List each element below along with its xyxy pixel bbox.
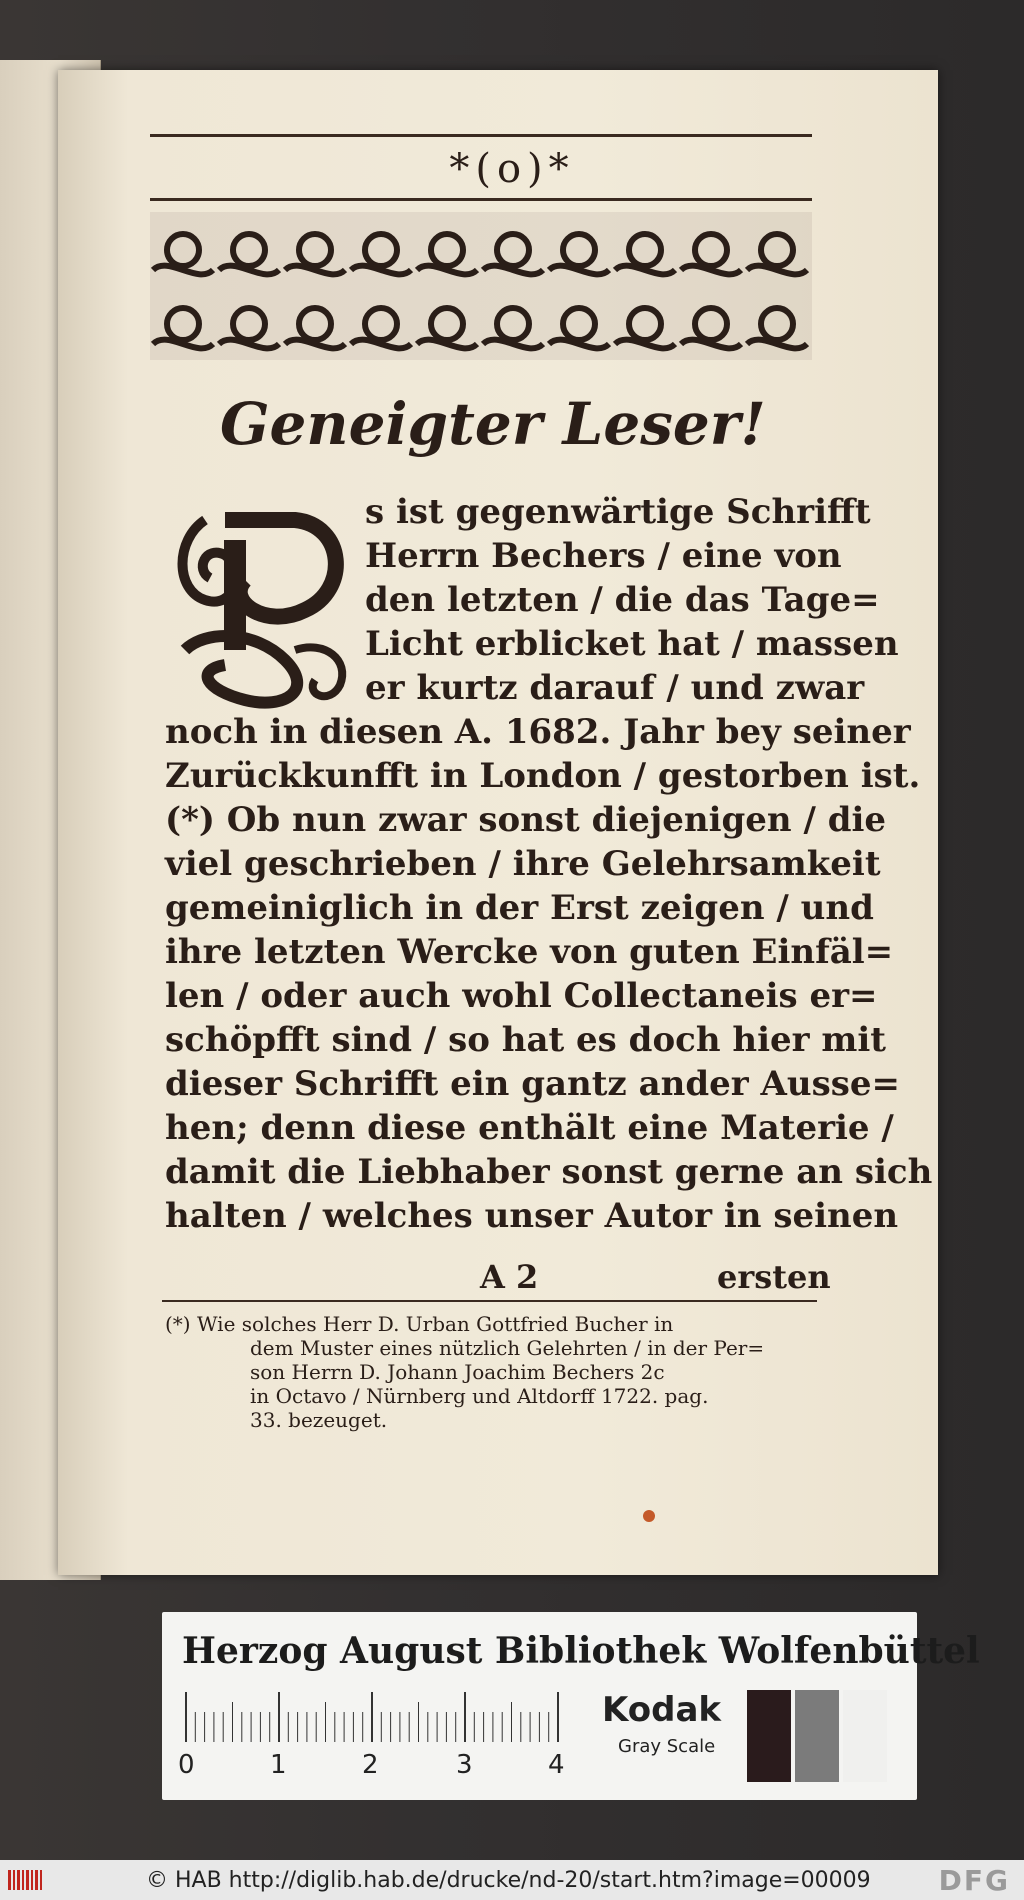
text-line: len / oder auch wohl Collectaneis er= [165, 976, 878, 1016]
text-line: s ist gegenwärtige Schrifft [365, 492, 871, 532]
kodak-label: Kodak [602, 1690, 721, 1730]
signature-mark: A 2 [480, 1258, 539, 1296]
ruler-number: 1 [270, 1750, 287, 1780]
footnote-line: dem Muster eines nützlich Gelehrten / in der Per= [250, 1336, 765, 1360]
page-heading: *(o)* [449, 146, 575, 192]
text-line: Zurückkunfft in London / gestorben ist. [165, 756, 921, 796]
decorative-initial-icon [165, 500, 360, 715]
text-line: Licht erblicket hat / massen [365, 624, 899, 664]
text-line: den letzten / die das Tage= [365, 580, 880, 620]
footnote-line: 33. bezeuget. [250, 1408, 388, 1432]
swatch-white [843, 1690, 887, 1782]
text-line: viel geschrieben / ihre Gelehrsamkeit [165, 844, 881, 884]
hab-barcode-icon [8, 1868, 44, 1892]
text-line: (*) Ob nun zwar sonst diejenigen / die [165, 800, 887, 840]
swatch-dark [747, 1690, 791, 1782]
ruler-scale [184, 1692, 564, 1742]
text-line: er kurtz darauf / und zwar [365, 668, 865, 708]
text-line: halten / welches unser Autor in seinen [165, 1196, 899, 1236]
footnote-line: son Herrn D. Johann Joachim Bechers 2c [250, 1360, 665, 1384]
paper-stain [643, 1510, 655, 1522]
text-line: noch in diesen A. 1682. Jahr bey seiner [165, 712, 911, 752]
dfg-logo: DFG [938, 1864, 1010, 1897]
footnote-rule [162, 1300, 817, 1302]
grayscale-label: Gray Scale [618, 1736, 716, 1757]
ruler-number: 4 [548, 1750, 565, 1780]
heading-rule [150, 198, 812, 201]
footnote-line: in Octavo / Nürnberg und Altdorff 1722. pag. [250, 1384, 709, 1408]
text-line: hen; denn diese enthält eine Materie / [165, 1108, 894, 1148]
catchword: ersten [717, 1258, 831, 1296]
footer-link[interactable]: © HAB http://diglib.hab.de/drucke/nd-20/start.htm?image=00009 [146, 1868, 871, 1893]
swatch-gray [795, 1690, 839, 1782]
text-line: schöpfft sind / so hat es doch hier mit [165, 1020, 886, 1060]
text-line: dieser Schrifft ein gantz ander Ausse= [165, 1064, 900, 1104]
ruler-number: 3 [456, 1750, 473, 1780]
text-line: ihre letzten Wercke von guten Einfäl= [165, 932, 894, 972]
footer-bar [0, 1860, 1024, 1900]
top-rule [150, 134, 812, 137]
ruler-number: 2 [362, 1750, 379, 1780]
text-line: damit die Liebhaber sonst gerne an sich [165, 1152, 933, 1192]
library-name: Herzog August Bibliothek Wolfenbüttel [182, 1630, 980, 1672]
library-color-card [162, 1612, 980, 1800]
ruler-number: 0 [178, 1750, 195, 1780]
text-line: Herrn Bechers / eine von [365, 536, 842, 576]
page-title: Geneigter Leser! [220, 390, 766, 458]
text-line: gemeiniglich in der Erst zeigen / und [165, 888, 874, 928]
footnote-line: (*) Wie solches Herr D. Urban Gottfried Bucher in [165, 1312, 674, 1336]
floral-ornament-band [150, 212, 812, 360]
